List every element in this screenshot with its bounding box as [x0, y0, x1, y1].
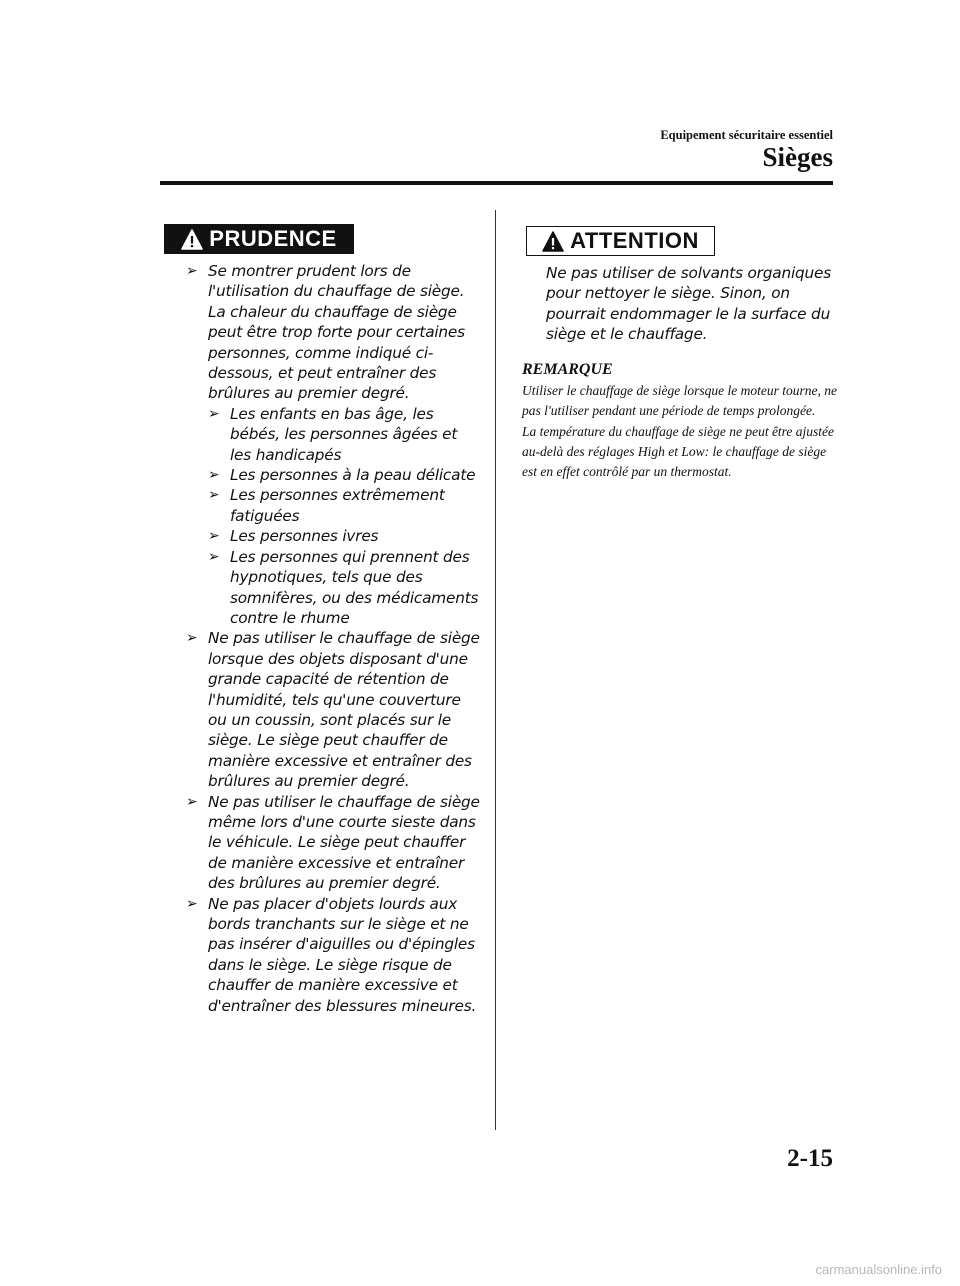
section-name: Equipement sécuritaire essentiel — [660, 128, 833, 142]
arrow-bullet-icon: ➢ — [186, 630, 198, 647]
prudence-sub-item-text: Les enfants en bas âge, les bébés, les personnes âgées et les handicapés — [230, 404, 458, 464]
prudence-item — [186, 261, 480, 628]
prudence-sub-item — [208, 547, 480, 629]
arrow-bullet-icon: ➢ — [208, 405, 220, 422]
arrow-bullet-icon: ➢ — [186, 263, 198, 279]
arrow-bullet-icon: ➢ — [186, 895, 198, 912]
prudence-item-text: Ne pas utiliser le chauffage de siège même lors d'une courte sieste dans le véhicule. Le siège peut chauffer de manière excessive et entraîner des brûlures au premier degré. — [208, 792, 480, 893]
prudence-sub-item-text: Les personnes ivres — [230, 527, 379, 546]
attention-label: ATTENTION — [570, 228, 699, 253]
header-rule — [160, 181, 833, 185]
warning-triangle-icon — [181, 229, 203, 250]
remarque-body — [522, 381, 842, 482]
page-number: 2-15 — [787, 1145, 833, 1172]
warning-triangle-icon — [542, 231, 564, 252]
prudence-item — [186, 792, 480, 894]
prudence-sub-item-text: Les personnes qui prennent des hypnotiques, tels que des somnifères, ou des médicaments contre le rhume — [230, 547, 479, 627]
prudence-item — [186, 894, 480, 1016]
watermark: carmanualsonline.info — [815, 1262, 942, 1277]
attention-badge — [526, 226, 715, 256]
remarque-paragraph: La température du chauffage de siège ne peut être ajustée au-delà des réglages High et Low: le chauffage de siège est en effet contrôlé par un thermostat. — [522, 423, 835, 480]
prudence-sub-item — [208, 465, 480, 485]
prudence-item-text: Se montrer prudent lors de l'utilisation du chauffage de siège. La chaleur du chauffage de siège peut être trop forte pour certaines personnes, comme indiqué ci-dessous, et peut entraîner des brûlures au premier degré. — [208, 262, 465, 403]
arrow-bullet-icon: ➢ — [186, 793, 198, 810]
prudence-sub-list — [208, 404, 480, 628]
prudence-sub-item-text: Les personnes à la peau délicate — [230, 466, 476, 485]
prudence-sub-item-text: Les personnes extrêmement fatiguées — [230, 486, 445, 525]
arrow-bullet-icon: ➢ — [208, 548, 220, 565]
remarque-title: REMARQUE — [522, 361, 613, 378]
column-divider — [495, 210, 496, 1130]
prudence-item-text: Ne pas utiliser le chauffage de siège lorsque des objets disposant d'une grande capacité de rétention de l'humidité, tels qu'une couverture ou un coussin, sont placés sur le siège. Le siège peut chauffer de manière excessive et entraîner des brûlures au premier degré. — [208, 629, 480, 791]
remarque-paragraph: Utiliser le chauffage de siège lorsque le moteur tourne, ne pas l'utiliser pendant une période de temps prolongée. — [522, 383, 837, 419]
arrow-bullet-icon: ➢ — [208, 528, 220, 545]
prudence-sub-item — [208, 404, 480, 465]
prudence-item-text: Ne pas placer d'objets lourds aux bords tranchants sur le siège et ne pas insérer d'aiguilles ou d'épingles dans le siège. Le siège risque de chauffer de manière excessive et d'entraîner des blessures mineures. — [208, 894, 477, 1015]
prudence-badge — [164, 224, 354, 254]
prudence-label: PRUDENCE — [209, 226, 337, 251]
prudence-list — [186, 261, 480, 1016]
prudence-sub-item — [208, 526, 480, 546]
arrow-bullet-icon: ➢ — [208, 487, 220, 504]
prudence-item — [186, 628, 480, 791]
arrow-bullet-icon: ➢ — [208, 467, 220, 484]
prudence-sub-item — [208, 485, 480, 526]
page-title: Sièges — [762, 142, 833, 172]
attention-text: Ne pas utiliser de solvants organiques pour nettoyer le siège. Sinon, on pourrait endommager le la surface du siège et le chauffage. — [546, 264, 831, 344]
